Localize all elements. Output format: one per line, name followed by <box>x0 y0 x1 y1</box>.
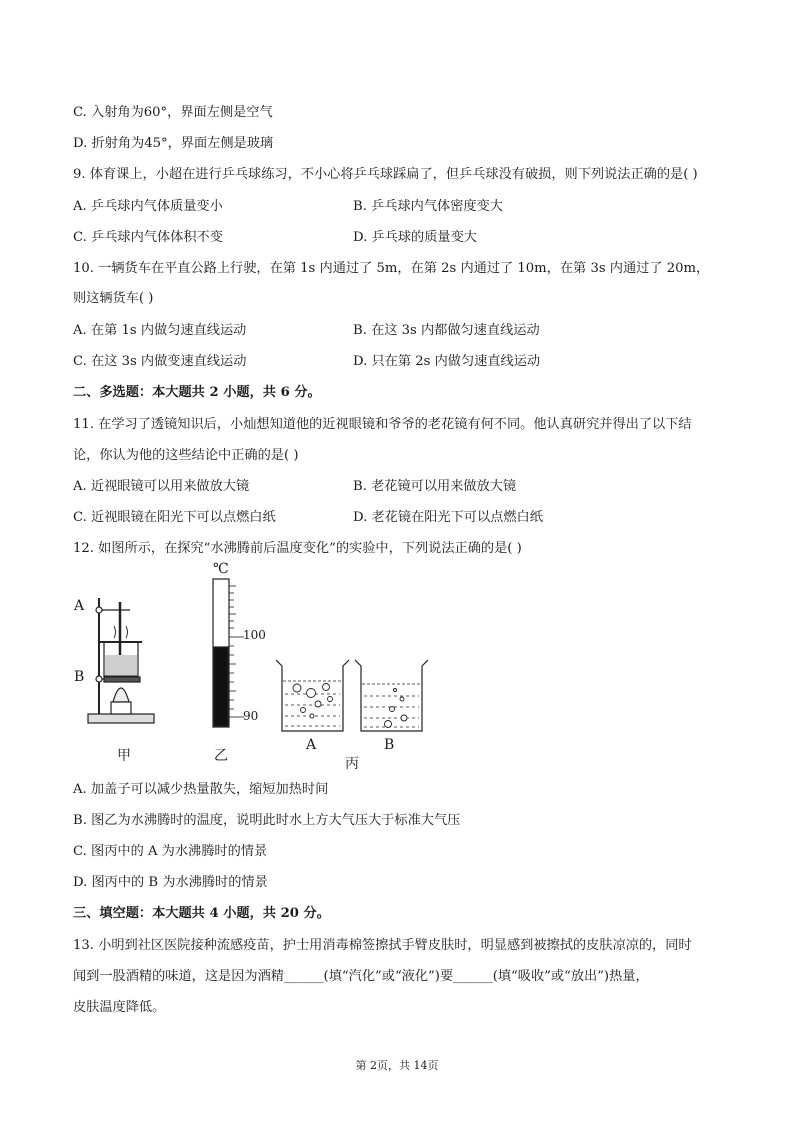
page-footer: 第 2页，共 14页 <box>355 1059 439 1072</box>
caption-yi: 乙 <box>214 748 228 764</box>
stand-label-a: A <box>74 598 85 614</box>
apparatus-jia <box>88 598 154 723</box>
q13-line-3: 皮肤温度降低。 <box>73 1000 166 1015</box>
q10-option-b: B. 在这 3s 内都做匀速直线运动 <box>353 323 540 338</box>
stand-base <box>88 714 154 723</box>
q9-option-b: B. 乒乓球内气体密度变大 <box>353 199 503 214</box>
q11-option-d: D. 老花镜在阳光下可以点燃白纸 <box>353 510 543 525</box>
section-multiple-choice-heading: 二、多选题：本大题共 2 小题，共 6 分。 <box>73 385 321 400</box>
q13-line-1: 13. 小明到社区医院接种流感疫苗，护士用消毒棉签擦拭手臂皮肤时，明显感到被擦拭的皮肤凉凉的，同时 <box>73 938 692 953</box>
q9-option-d: D. 乒乓球的质量变大 <box>353 230 477 245</box>
caption-bing: 丙 <box>345 756 359 772</box>
q11-stem-1: 11. 在学习了透镜知识后，小灿想知道他的近视眼镜和爷爷的老花镜有何不同。他认真研究并得出了以下结 <box>73 417 692 432</box>
q11-option-c: C. 近视眼镜在阳光下可以点燃白纸 <box>73 510 276 525</box>
beaker-b <box>355 660 428 731</box>
q9-option-a: A. 乒乓球内气体质量变小 <box>73 199 223 214</box>
q9-stem: 9. 体育课上，小超在进行乒乓球练习，不小心将乒乓球踩扁了，但乒乓球没有破损，则下列说法正确的是( ) <box>73 167 698 182</box>
thermometer-yi <box>213 579 244 727</box>
beaker-label-a: A <box>306 737 317 753</box>
thermometer-tick-90: 90 <box>243 709 259 723</box>
q11-stem-2: 论，你认为他的这些结论中正确的是( ) <box>73 448 299 463</box>
beaker-label-b: B <box>384 737 395 753</box>
q12-option-d: D. 图丙中的 B 为水沸腾时的情景 <box>73 875 268 890</box>
q10-stem-1: 10. 一辆货车在平直公路上行驶，在第 1s 内通过了 5m，在第 2s 内通过了 10m，在第 3s 内通过了 20m， <box>73 261 710 276</box>
q9-option-c: C. 乒乓球内气体体积不变 <box>73 230 223 245</box>
stand-label-b: B <box>74 669 85 685</box>
q10-option-a: A. 在第 1s 内做匀速直线运动 <box>73 323 247 338</box>
q13-line-2: 闻到一股酒精的味道，这是因为酒精______(填“汽化”或“液化”)要______(填“吸收”或“放出”)热量， <box>73 969 649 984</box>
q11-option-a: A. 近视眼镜可以用来做放大镜 <box>73 479 250 494</box>
beaker-a <box>276 660 349 731</box>
q10-option-d: D. 只在第 2s 内做匀速直线运动 <box>353 354 541 369</box>
q8-option-c: C. 入射角为60°，界面左侧是空气 <box>73 105 273 120</box>
q12-option-a: A. 加盖子可以减少热量散失，缩短加热时间 <box>73 782 329 797</box>
q12-option-b: B. 图乙为水沸腾时的温度，说明此时水上方大气压大于标准大气压 <box>73 813 461 828</box>
thermometer-unit: ℃ <box>213 561 229 577</box>
section-fill-blank-heading: 三、填空题：本大题共 4 小题，共 20 分。 <box>73 906 330 921</box>
wire-gauze <box>104 677 140 682</box>
q11-option-b: B. 老花镜可以用来做放大镜 <box>353 479 517 494</box>
thermometer-tick-100: 100 <box>243 628 266 642</box>
q10-stem-2: 则这辆货车( ) <box>73 291 154 306</box>
q8-option-d: D. 折射角为45°，界面左侧是玻璃 <box>73 136 274 151</box>
thermometer-ticks <box>229 586 244 717</box>
q10-option-c: C. 在这 3s 内做变速直线运动 <box>73 354 247 369</box>
caption-jia: 甲 <box>117 748 131 764</box>
q12-option-c: C. 图丙中的 A 为水沸腾时的情景 <box>73 844 268 859</box>
mercury-column <box>214 647 228 726</box>
q12-stem: 12. 如图所示，在探究“水沸腾前后温度变化”的实验中，下列说法正确的是( ) <box>73 541 522 556</box>
